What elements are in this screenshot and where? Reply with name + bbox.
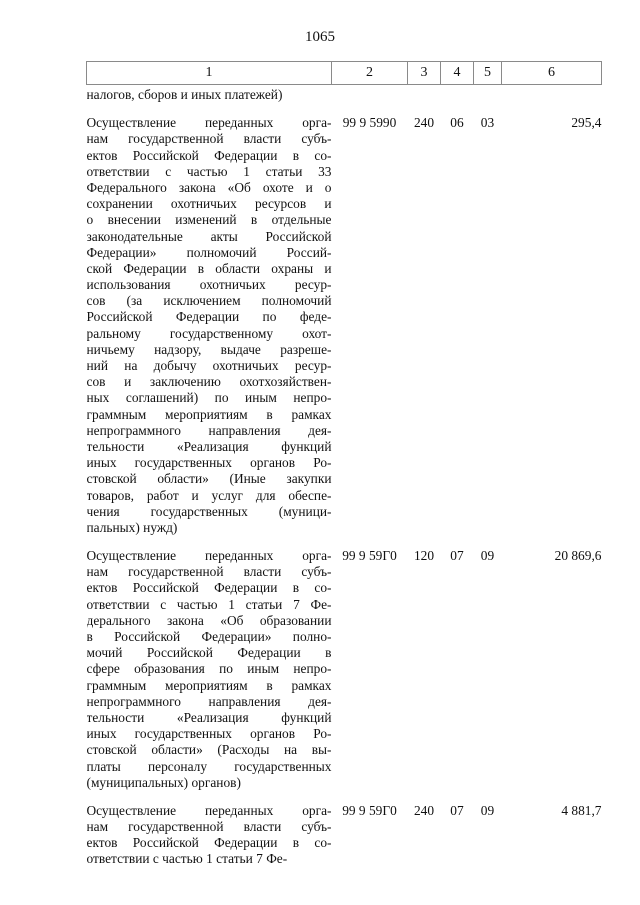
text-line: граммным мероприятиям в рамках bbox=[86, 677, 332, 693]
text-line: ответствии с частью 1 статьи 7 Фе- bbox=[86, 851, 288, 867]
text-line: Российской Федерации по феде- bbox=[86, 309, 332, 325]
text-line: использования охотничьих ресур- bbox=[86, 277, 332, 293]
text-line: ний на добычу охотничьих ресур- bbox=[86, 358, 332, 373]
text-line: ской Федерации в области охраны и bbox=[86, 260, 332, 276]
text-line: иных государственных органов Ро- bbox=[86, 455, 332, 471]
text-line: ектов Российской Федерации в со- bbox=[86, 147, 332, 163]
text-line: граммным мероприятиям в рамках bbox=[86, 406, 332, 422]
text-line: Федерального закона «Об охоте и о bbox=[86, 179, 332, 195]
header-col-2: 2 bbox=[332, 62, 408, 85]
row-description-text bbox=[87, 548, 332, 791]
row-code bbox=[332, 85, 408, 104]
table-header-row bbox=[87, 62, 602, 85]
row-vr: 240 bbox=[413, 115, 435, 131]
row-rz: 06 bbox=[450, 115, 464, 131]
text-line: непрограммного направления дея- bbox=[86, 422, 332, 438]
text-line: ответствии с частью 1 статьи 7 Фе- bbox=[86, 596, 332, 612]
row-description-text bbox=[87, 115, 332, 536]
header-col-4: 4 bbox=[441, 62, 474, 85]
header-col-5: 5 bbox=[474, 62, 502, 85]
row-code: 99 9 59Г0 bbox=[342, 548, 397, 564]
text-line: товаров, работ и услуг для обеспе- bbox=[86, 487, 332, 503]
text-line: иных государственных органов Ро- bbox=[86, 726, 332, 742]
row-amount: 4 881,7 bbox=[561, 802, 602, 818]
text-line: о внесении изменений в отдельные bbox=[86, 212, 332, 228]
text-line: непрограммного направления дея- bbox=[86, 693, 332, 709]
text-line: платы персоналу государственных bbox=[86, 758, 332, 774]
row-vr bbox=[408, 85, 441, 104]
row-amount: 20 869,6 bbox=[554, 548, 602, 564]
text-line: сов (за исключением полномочий bbox=[86, 293, 332, 309]
text-line: ных соглашений) по иным непро- bbox=[86, 390, 332, 406]
row-pr: 03 bbox=[480, 115, 495, 131]
text-line: (муниципальных) органов) bbox=[86, 774, 241, 790]
row-rz: 07 bbox=[450, 802, 464, 818]
text-line: пальных) нужд) bbox=[86, 519, 178, 535]
page-number: 1065 bbox=[305, 29, 335, 45]
table-row bbox=[87, 791, 602, 868]
text-line: законодательные акты Российской bbox=[86, 228, 332, 244]
row-description bbox=[87, 791, 332, 868]
header-col-1: 1 bbox=[87, 62, 332, 85]
text-line: Осуществление переданных орга- bbox=[86, 548, 332, 564]
row-rz bbox=[441, 85, 474, 104]
row-rz: 07 bbox=[450, 548, 464, 564]
text-line: в Российской Федерации» полно- bbox=[86, 629, 332, 644]
header-col-6: 6 bbox=[502, 62, 602, 85]
text-line: Осуществление переданных орга- bbox=[86, 802, 332, 818]
text-line: нам государственной власти субъ- bbox=[86, 131, 332, 147]
text-line: сохранении охотничьих ресурсов и bbox=[86, 196, 332, 212]
text-line: сфере образования по иным непро- bbox=[86, 661, 332, 677]
text-line: стовской области» (Расходы на вы- bbox=[86, 742, 332, 758]
text-line: ектов Российской Федерации в со- bbox=[86, 580, 332, 596]
table-row bbox=[87, 536, 602, 791]
text-line: нам государственной власти субъ- bbox=[86, 819, 332, 835]
text-line: стовской области» (Иные закупки bbox=[86, 471, 332, 487]
row-description-text: налогов, сборов и иных платежей) bbox=[86, 87, 283, 102]
text-line: ответствии с частью 1 статьи 33 bbox=[86, 163, 332, 179]
text-line: нам государственной власти субъ- bbox=[86, 564, 332, 580]
text-line: ектов Российской Федерации в со- bbox=[86, 835, 332, 851]
row-amount bbox=[502, 85, 602, 104]
row-pr bbox=[474, 85, 502, 104]
text-line: тельности «Реализация функций bbox=[86, 438, 332, 454]
header-col-3: 3 bbox=[408, 62, 441, 85]
table-row bbox=[87, 103, 602, 536]
row-code: 99 9 59Г0 bbox=[342, 802, 397, 818]
row-description bbox=[87, 85, 332, 104]
text-line: мочий Российской Федерации в bbox=[86, 645, 332, 661]
budget-table bbox=[86, 61, 602, 868]
text-line: чения государственных (муници- bbox=[86, 503, 332, 519]
row-pr: 09 bbox=[480, 802, 495, 818]
text-line: Федерации» полномочий Россий- bbox=[86, 244, 332, 260]
row-description-text bbox=[87, 803, 332, 868]
text-line: Осуществление переданных орга- bbox=[86, 115, 332, 131]
table-row bbox=[87, 85, 602, 104]
text-line: сов и заключению охотхозяйствен- bbox=[86, 374, 332, 390]
row-vr: 120 bbox=[413, 548, 435, 564]
row-description bbox=[87, 103, 332, 536]
row-vr: 240 bbox=[413, 802, 435, 818]
text-line: тельности «Реализация функций bbox=[86, 709, 332, 725]
row-code: 99 9 5990 bbox=[342, 115, 397, 131]
row-amount: 295,4 bbox=[571, 115, 602, 131]
text-line: дерального закона «Об образовании bbox=[86, 612, 332, 628]
row-description bbox=[87, 536, 332, 791]
text-line: ничьему надзору, выдаче разреше- bbox=[86, 341, 332, 357]
row-pr: 09 bbox=[480, 548, 495, 564]
text-line: ральному государственному охот- bbox=[86, 325, 332, 341]
